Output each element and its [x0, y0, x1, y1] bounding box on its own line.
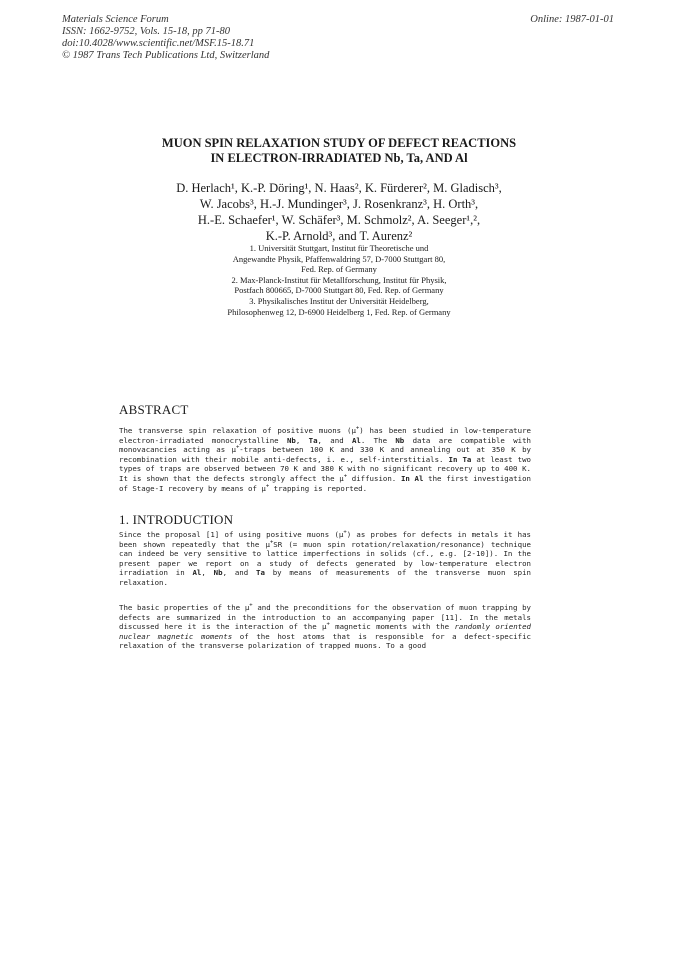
abstract-t5: . The — [360, 435, 396, 445]
intro-p2d: of the host atoms that is responsible for a defect-specific relaxation of the transverse polarization of trapped muons. To a good — [119, 631, 531, 651]
abstract-ta-in: In Ta — [448, 454, 472, 464]
intro-p1a: Since the proposal [1] of using positive muons (μ — [119, 530, 344, 539]
intro-p2-italic: randomly oriented nuclear magnetic moments — [119, 622, 531, 641]
intro-p1a-sup: + — [343, 529, 347, 536]
affiliation-3-line-1: 3. Physikalisches Institut der Universität Heidelberg, — [249, 295, 429, 306]
intro-paragraph-2 — [119, 603, 531, 651]
abstract-al: Al — [351, 435, 361, 445]
intro-p1f: by means of measurements of the transverse muon spin relaxation. — [119, 568, 532, 587]
abstract-t9: diffusion. — [347, 473, 401, 483]
author-line-1: D. Herlach¹, K.-P. Döring¹, N. Haas², K. Fürderer², M. Gladisch³, — [176, 181, 502, 195]
intro-p1b-sup: + — [269, 539, 274, 546]
intro-p2a-sup: + — [249, 602, 253, 609]
affiliation-1-line-2: Angewandte Physik, Pfaffenwaldring 57, D-7000 Stuttgart 80, — [232, 253, 446, 264]
abstract-nb: Nb — [286, 435, 296, 445]
affiliation-1-line-1: 1. Universität Stuttgart, Institut für Theoretische und — [249, 243, 429, 253]
online-date: Online: 1987-01-01 — [530, 14, 614, 25]
abstract-nb2: Nb — [395, 435, 405, 445]
author-line-2: W. Jacobs³, H.-J. Mundinger³, J. Rosenkranz³, H. Orth³, — [199, 197, 479, 211]
abstract-t7: -traps between 100 K and 330 K and annealing out at 350 K by recombination with their mobile anti-defects, i. e., self-interstitials. — [119, 445, 531, 464]
abstract-t8-sup: + — [343, 473, 348, 480]
abstract-t2: ) has been studied in low-temperature electron-irradiated monocrystalline — [119, 426, 531, 445]
intro-p2b-sup: + — [326, 621, 330, 628]
abstract-t3: , — [295, 435, 309, 445]
intro-paragraph-1 — [119, 530, 531, 588]
abstract-al-in: In Al — [400, 473, 424, 483]
author-line-3: H.-E. Schaefer¹, W. Schäfer³, M. Schmolz², A. Seeger¹,², — [197, 213, 481, 227]
journal-name: Materials Science Forum — [62, 14, 169, 25]
title-line-1: MUON SPIN RELAXATION STUDY OF DEFECT REACTIONS — [161, 136, 517, 150]
intro-p1c: SR (= muon spin rotation/relaxation/resonance) technique can indeed be very sensitive to lattice imperfections in solids (cf., e.g. [2-10]). In the present paper we report on a study of defects generated by low-temperature electron irradiation in — [119, 539, 531, 578]
abstract-heading: ABSTRACT — [119, 402, 189, 417]
abstract-t8: at least two types of traps are observed between 70 K and 380 K with no significant recovery up to 400 K. It is shown that the defects strongly affect the μ — [119, 454, 531, 483]
intro-p2b: and the preconditions for the observation of muon trapping by defects are summarized in the introduction to an accompanying paper [11]. In the metals discussed here it is the interaction of the μ — [119, 603, 532, 632]
intro-p1e: , and — [222, 568, 256, 578]
abstract-t6: data are compatible with monovacancies acting as μ — [119, 435, 531, 455]
abstract-t1: The transverse spin relaxation of positive muons (μ — [119, 426, 356, 435]
abstract-t6-sup: + — [235, 444, 240, 451]
affiliation-2-line-1: 2. Max-Planck-Institut für Metallforschung, Institut für Physik, — [231, 274, 447, 285]
doi-line: doi:10.4028/www.scientific.net/MSF.15-18.71 — [62, 38, 255, 49]
affiliations — [0, 243, 678, 317]
affiliation-3-line-2: Philosophenweg 12, D-6900 Heidelberg 1, Fed. Rep. of Germany — [227, 306, 451, 317]
author-line-4: K.-P. Arnold³, and T. Aurenz² — [265, 229, 413, 243]
abstract-t11: trapping is reported. — [269, 483, 368, 493]
intro-ta: Ta — [256, 568, 265, 578]
intro-p1d: , — [201, 568, 214, 578]
title-line-2: IN ELECTRON-IRRADIATED Nb, Ta, AND Al — [210, 151, 468, 165]
abstract-text — [119, 426, 531, 493]
intro-p2c: magnetic moments with the — [329, 622, 455, 632]
copyright-line: © 1987 Trans Tech Publications Ltd, Switzerland — [62, 50, 270, 61]
paper-title — [0, 136, 678, 166]
intro-p1b: ) as probes for defects in metals it has been shown repeatedly that the μ — [119, 530, 532, 549]
introduction-heading: 1. INTRODUCTION — [119, 512, 234, 527]
journal-header — [62, 14, 269, 62]
affiliation-1-line-3: Fed. Rep. of Germany — [301, 264, 377, 275]
issn-line: ISSN: 1662-9752, Vols. 15-18, pp 71-80 — [62, 26, 230, 37]
abstract-t10-sup: + — [265, 483, 270, 490]
author-list — [0, 180, 678, 244]
abstract-t1-sup: + — [355, 425, 360, 432]
intro-nb: Nb — [213, 568, 223, 578]
abstract-ta: Ta — [308, 435, 318, 445]
abstract-t10: the first investigation of Stage-I recovery by means of μ — [119, 473, 531, 493]
intro-p2a: The basic properties of the μ — [119, 603, 250, 612]
abstract-t4: , and — [317, 435, 352, 445]
affiliation-2-line-2: Postfach 800665, D-7000 Stuttgart 80, Fed. Rep. of Germany — [234, 285, 444, 296]
intro-al: Al — [192, 568, 202, 578]
